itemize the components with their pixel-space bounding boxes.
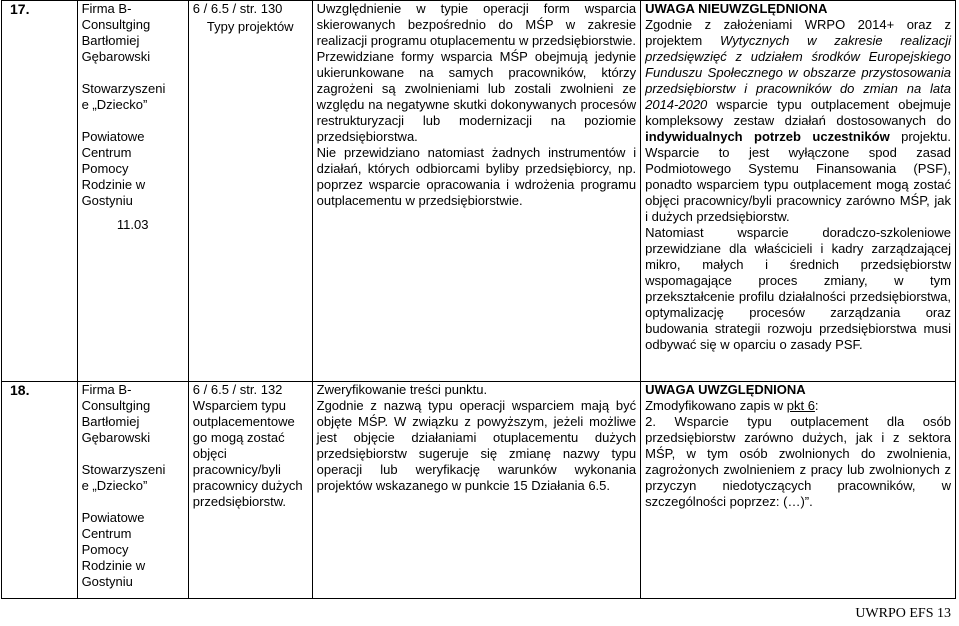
org-line: Gostyniu — [81, 574, 133, 589]
org-line: e „Dziecko” — [81, 478, 148, 493]
comment-paragraph: Zweryfikowanie treści punktu. — [316, 382, 488, 397]
org-line: Rodzinie w — [81, 177, 146, 192]
org-line: Powiatowe — [81, 129, 145, 144]
response-paragraph: Natomiast wsparcie doradczo-szkoleniowe przewidziane dla właścicieli i kadry zarządzającej mikro, małych i średnich przedsiębiorstw wspomagające proces zmiany, w tym przekształcenie profilu działalności przedsiębiorstwa, optymalizację procesów zarządzania oraz budowania strategii rozwoju przedsiębiorstwa musi odbywać się w oparciu o zasady PSF. — [645, 225, 951, 352]
response-heading: UWAGA NIEUWZGLĘDNIONA — [645, 1, 828, 16]
submitter-association — [82, 81, 184, 113]
comment-paragraph: Zgodnie z nazwą typu operacji wsparciem mają być objęte MŚP. W związku z powyższym, jeżeli możliwe jest objęcie działaniami otuplacementu dużych przedsiębiorstw sugeruje się zmianę nazwy typu operacji lub weryfikację warunków wykonania projektów wskazanego w punkcie 15 Działania 6.5. — [316, 398, 637, 493]
submission-date: 11.03 — [116, 217, 149, 232]
org-line: Bartłomiej — [81, 33, 140, 48]
comment-paragraph: Przewidziane formy wsparcia MŚP obejmują jedynie ukierunkowane na samych pracowników, którzy zagrożeni są zwolnieniami lub zostali zwolnieni ze względu na negatywne skutki dokonywanych procesów restrukturyzacji lub modernizacji na poziomie przedsiębiorstwa. — [316, 49, 637, 144]
row-number-cell — [2, 382, 78, 599]
org-line: Bartłomiej — [81, 414, 140, 429]
org-line: Powiatowe — [81, 510, 145, 525]
row-number: 18. — [10, 382, 30, 398]
submitter-cell — [77, 1, 188, 382]
org-line: Firma B- — [81, 382, 132, 397]
submitter-firma — [82, 1, 184, 65]
reference-cell — [188, 1, 312, 382]
org-line: Firma B- — [81, 1, 132, 16]
submitter-pcpr — [82, 510, 184, 590]
table-row — [2, 382, 956, 599]
org-line: Gębarowski — [81, 49, 151, 64]
org-line: Rodzinie w — [81, 558, 146, 573]
reference-text: Typy projektów — [206, 19, 294, 34]
org-line: Pomocy — [81, 542, 129, 557]
reference-cell — [188, 382, 312, 599]
org-line: e „Dziecko” — [81, 97, 148, 112]
comment-paragraph: Nie przewidziano natomiast żadnych instrumentów i działań, których odbiorcami byliby przedsiębiorcy, np. poprzez wsparcie opracowania i wdrożenia programu outplacementu w przedsiębiorstwie. — [316, 145, 637, 208]
page-reference: 6 / 6.5 / str. 130 — [192, 1, 283, 16]
comment-cell — [312, 1, 640, 382]
row-number-cell — [2, 1, 78, 382]
submitter-pcpr — [82, 129, 184, 209]
response-paragraph: Zgodnie z założeniami WRPO 2014+ oraz z projektem Wytycznych w zakresie realizacji przedsięwzięć z udziałem środków Europejskiego Funduszu Społecznego w obszarze przystosowania przedsiębiorstw i pracowników do zmian na lata 2014-2020 wsparcie typu outplacement obejmuje kompleksowy zestaw działań dostosowanych do indywidualnych potrzeb uczestników projektu. Wsparcie to jest wyłączone spod zasad Podmiotowego Systemu Finansowania (PSF), ponadto wsparciem typu outplacement mogą zostać objęci pracownicy/byli pracownicy zarówno MŚP, jak i dużych przedsiębiorstw. — [645, 17, 951, 224]
comment-cell — [312, 382, 640, 599]
response-cell — [641, 1, 956, 382]
org-line: Centrum — [81, 145, 132, 160]
org-line: Stowarzyszeni — [81, 462, 166, 477]
guidelines-title: Wytycznych w zakresie realizacji przedsięwzięć z udziałem środków Europejskiego Funduszu Społecznego w obszarze przystosowania przedsiębiorstw i pracowników do zmian na lata 2014-2020 — [645, 33, 951, 112]
comment-paragraph: Uwzględnienie w typie operacji form wsparcia skierowanych bezpośrednio do MŚP w zakresie realizacji programu otuplacementu w przedsiębiorstwie. — [316, 1, 637, 48]
submitter-association — [82, 462, 184, 494]
org-line: Pomocy — [81, 161, 129, 176]
org-line: Gębarowski — [81, 430, 151, 445]
table-row — [2, 1, 956, 382]
submitter-cell — [77, 382, 188, 599]
comments-table — [1, 0, 956, 599]
org-line: Consultging — [81, 17, 151, 32]
emphasis-text: indywidualnych potrzeb uczestników — [645, 129, 890, 144]
page-footer: UWRPO EFS 13 — [855, 606, 951, 621]
page-reference: 6 / 6.5 / str. 132 — [192, 382, 283, 397]
reference-text: Wsparciem typu outplacementowe go mogą zostać objęci pracownicy/byli pracownicy dużych przedsiębiorstw. — [192, 398, 303, 509]
org-line: Consultging — [81, 398, 151, 413]
response-heading: UWAGA UWZGLĘDNIONA — [645, 382, 806, 397]
org-line: Centrum — [81, 526, 132, 541]
response-cell — [641, 382, 956, 599]
org-line: Gostyniu — [81, 193, 133, 208]
org-line: Stowarzyszeni — [81, 81, 166, 96]
row-number: 17. — [10, 1, 30, 17]
submitter-firma — [82, 382, 184, 446]
response-paragraph: Zmodyfikowano zapis w pkt 6: — [645, 398, 819, 413]
point-reference: pkt 6 — [786, 398, 815, 413]
response-paragraph: 2. Wsparcie typu outplacement dla osób przedsiębiorstw zarówno dużych, jak i z sektora MŚP, w tym osób zwolnionych do zwolnienia, zagrożonych zwolnieniem z pracy lub zwolnionych z przyczyn niedotyczących pracowników, w szczególności poprzez: (…)”. — [645, 414, 951, 509]
